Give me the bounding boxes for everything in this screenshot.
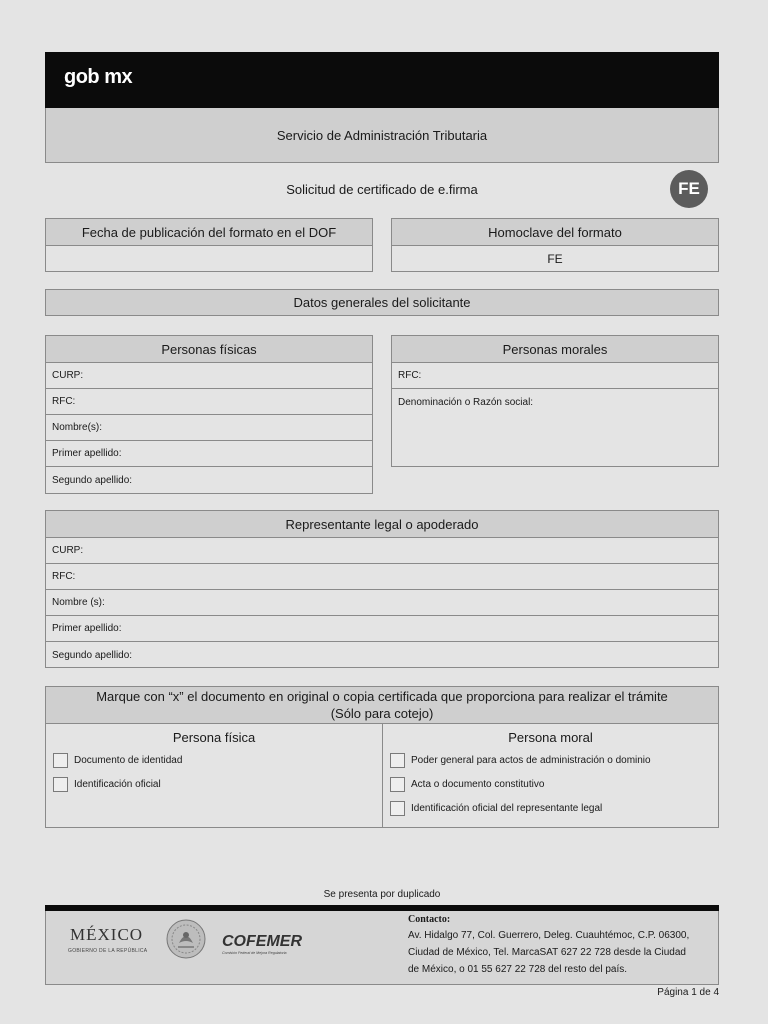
fisica-rfc-field[interactable]: RFC: (46, 389, 372, 415)
contact-line: de México, o 01 55 627 22 728 del resto del país. (408, 964, 628, 975)
fisica-segundo-apellido-field[interactable]: Segundo apellido: (52, 474, 133, 486)
contact-info (408, 913, 718, 978)
mexico-logo-subtitle: GOBIERNO DE LA REPÚBLICA (68, 948, 148, 954)
rep-curp-field[interactable]: CURP: (46, 538, 718, 564)
poder-general-option[interactable] (390, 753, 718, 768)
acta-constitutiva-checkbox[interactable] (390, 777, 405, 792)
cofemer-logo-subtitle: Comisión Federal de Mejora Regulatoria (222, 951, 287, 955)
header-bar (45, 52, 719, 108)
moral-rfc-field[interactable]: RFC: (392, 363, 718, 389)
gobmx-logo: gob mx (64, 66, 133, 88)
documents-instruction: Marque con “x” el documento en original o copia certificada que proporciona para realizar el trámite (96, 689, 668, 704)
homoclave-label: Homoclave del formato (392, 219, 718, 246)
rep-nombre-field[interactable]: Nombre (s): (46, 590, 718, 616)
form-title: Solicitud de certificado de e.firma (286, 182, 478, 197)
coat-of-arms-icon (166, 919, 206, 959)
identificacion-oficial-checkbox[interactable] (53, 777, 68, 792)
acta-constitutiva-label: Acta o documento constitutivo (411, 779, 545, 790)
poder-general-label: Poder general para actos de administración o dominio (411, 755, 651, 766)
persona-moral-title: Persona moral (508, 730, 593, 745)
contact-line: Av. Hidalgo 77, Col. Guerrero, Deleg. Cuauhtémoc, C.P. 06300, (408, 930, 690, 941)
identificacion-representante-label: Identificación oficial del representante legal (411, 803, 603, 814)
documents-note: (Sólo para cotejo) (330, 706, 434, 721)
doc-identidad-checkbox[interactable] (53, 753, 68, 768)
personas-morales-box (391, 335, 719, 467)
doc-identidad-label: Documento de identidad (74, 755, 183, 766)
homoclave-box (391, 218, 719, 272)
fisica-nombre-field[interactable]: Nombre(s): (46, 415, 372, 441)
general-data-header: Datos generales del solicitante (45, 289, 719, 316)
cofemer-logo-icon (222, 929, 302, 957)
personas-fisicas-title: Personas físicas (46, 336, 372, 363)
cofemer-logo-text: COFEMER (222, 933, 302, 950)
duplicate-note: Se presenta por duplicado (323, 889, 441, 900)
mexico-logo-text: MÉXICO (70, 925, 144, 944)
representante-title: Representante legal o apoderado (46, 511, 718, 538)
page-number: Página 1 de 4 (657, 987, 719, 998)
documents-box (45, 686, 719, 828)
fisica-primer-apellido-field[interactable]: Primer apellido: (46, 441, 372, 467)
fisica-curp-field[interactable]: CURP: (46, 363, 372, 389)
identificacion-representante-option[interactable] (390, 801, 718, 816)
moral-razon-social-field[interactable]: Denominación o Razón social: (398, 397, 534, 408)
rep-rfc-field[interactable]: RFC: (46, 564, 718, 590)
agency-name: Servicio de Administración Tributaria (45, 108, 719, 163)
identificacion-oficial-label: Identificación oficial (74, 779, 161, 790)
representante-box (45, 510, 719, 668)
persona-fisica-column (46, 724, 383, 827)
documents-header (46, 687, 718, 724)
publication-date-value[interactable] (46, 246, 372, 271)
poder-general-checkbox[interactable] (390, 753, 405, 768)
identificacion-oficial-option[interactable] (53, 777, 382, 792)
contact-line: Ciudad de México, Tel. MarcaSAT 627 22 728 desde la Ciudad (408, 947, 686, 958)
personas-fisicas-box (45, 335, 373, 494)
acta-constitutiva-option[interactable] (390, 777, 718, 792)
persona-moral-column (383, 724, 718, 827)
persona-fisica-title: Persona física (172, 730, 256, 745)
footer-box (45, 911, 719, 985)
publication-date-label: Fecha de publicación del formato en el DOF (46, 219, 372, 246)
rep-segundo-apellido-field[interactable]: Segundo apellido: (52, 649, 133, 661)
publication-date-box (45, 218, 373, 272)
rep-primer-apellido-field[interactable]: Primer apellido: (46, 616, 718, 642)
doc-identidad-option[interactable] (53, 753, 382, 768)
homoclave-value: FE (547, 251, 563, 266)
personas-morales-title: Personas morales (392, 336, 718, 363)
form-badge: FE (670, 170, 708, 208)
identificacion-representante-checkbox[interactable] (390, 801, 405, 816)
contact-label: Contacto: (408, 914, 451, 925)
